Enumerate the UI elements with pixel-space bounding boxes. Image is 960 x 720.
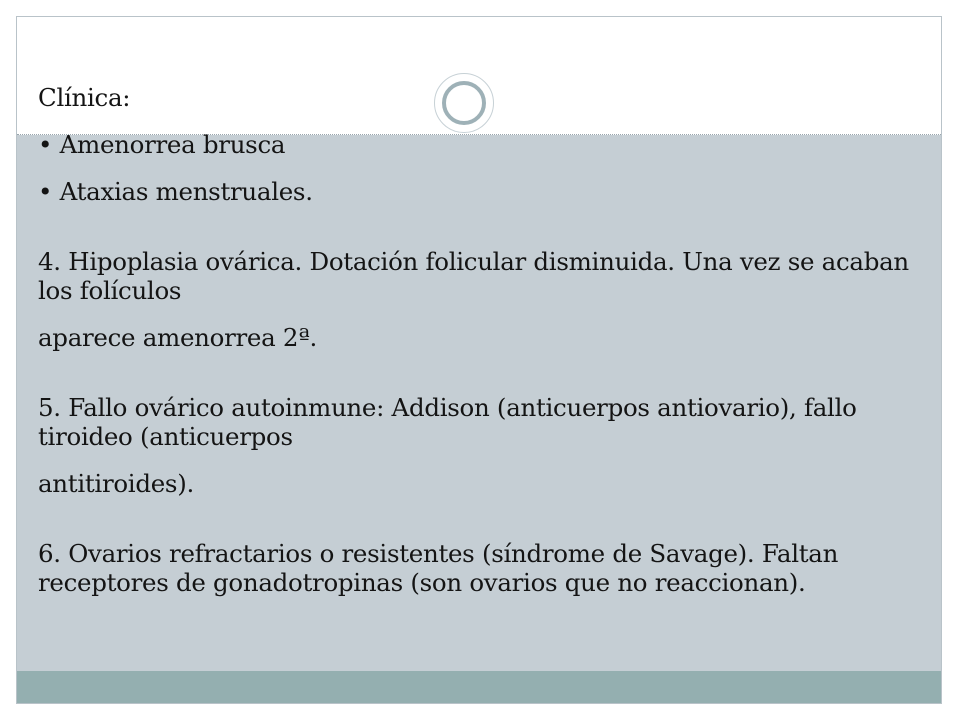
- item-fallo-continuation: antitiroides).: [38, 469, 194, 498]
- heading-clinica: Clínica:: [38, 83, 131, 112]
- slide-text: [38, 83, 918, 597]
- bullet-ataxias-menstruales: • Ataxias menstruales.: [38, 177, 313, 206]
- footer-band: [17, 671, 941, 704]
- item-ovarios-refractarios: 6. Ovarios refractarios o resistentes (síndrome de Savage). Faltan receptores de gonadotropinas (son ovarios que no reaccionan).: [38, 539, 839, 597]
- item-hipoplasia-continuation: aparece amenorrea 2ª.: [38, 323, 318, 352]
- item-hipoplasia-ovarica: 4. Hipoplasia ovárica. Dotación folicular disminuida. Una vez se acaban los folículos: [38, 247, 909, 305]
- bullet-amenorrea-brusca: • Amenorrea brusca: [38, 130, 286, 159]
- item-fallo-autoinmune: 5. Fallo ovárico autoinmune: Addison (anticuerpos antiovario), fallo tiroideo (anticuerpos: [38, 393, 857, 451]
